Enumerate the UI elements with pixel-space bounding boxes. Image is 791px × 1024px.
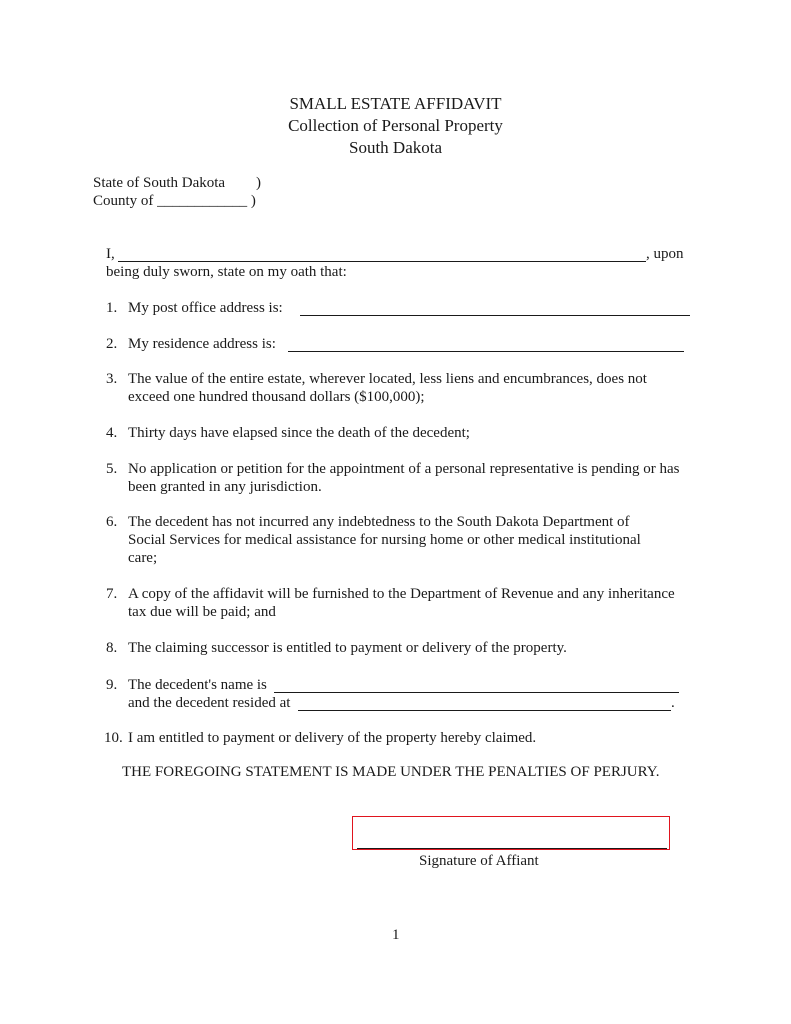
- affiant-name-field[interactable]: [118, 261, 646, 262]
- item-text: The decedent's name is: [128, 677, 267, 693]
- item-text: No application or petition for the appointment of a personal representative is pending or has: [128, 461, 680, 477]
- item-number: 3.: [106, 371, 118, 387]
- signature-field[interactable]: [352, 816, 670, 850]
- item-text: My post office address is:: [128, 300, 283, 316]
- item-text: My residence address is:: [128, 336, 276, 352]
- item-number: 1.: [106, 300, 118, 316]
- item-text: The claiming successor is entitled to payment or delivery of the property.: [128, 640, 567, 656]
- document-subtitle: Collection of Personal Property: [288, 116, 503, 135]
- decedent-name-field[interactable]: [274, 692, 679, 693]
- item-period: .: [671, 695, 675, 711]
- item-text: been granted in any jurisdiction.: [128, 479, 322, 495]
- intro-prefix: I,: [106, 246, 115, 262]
- item-number: 8.: [106, 640, 118, 656]
- item-text: The value of the entire estate, wherever located, less liens and encumbrances, does not: [128, 371, 647, 387]
- item-text: tax due will be paid; and: [128, 604, 276, 620]
- item-text: Social Services for medical assistance for nursing home or other medical institutional: [128, 532, 641, 548]
- item-number: 5.: [106, 461, 118, 477]
- item-number: 10.: [104, 730, 123, 746]
- document-state-heading: South Dakota: [348, 138, 443, 157]
- document-title: SMALL ESTATE AFFIDAVIT: [289, 94, 502, 113]
- item-text: and the decedent resided at: [128, 695, 291, 711]
- decedent-residence-field[interactable]: [298, 710, 671, 711]
- item-text: care;: [128, 550, 158, 566]
- venue-county: County of ____________ ): [93, 193, 256, 209]
- intro-oath: being duly sworn, state on my oath that:: [106, 264, 347, 280]
- item-number: 2.: [106, 336, 118, 352]
- page-number: 1: [392, 927, 400, 943]
- item-text: The decedent has not incurred any indebtedness to the South Dakota Department of: [128, 514, 630, 530]
- item-number: 7.: [106, 586, 118, 602]
- item-text: exceed one hundred thousand dollars ($100,000);: [128, 389, 425, 405]
- venue-state: State of South Dakota: [93, 175, 226, 191]
- item-text: I am entitled to payment or delivery of the property hereby claimed.: [128, 730, 537, 746]
- item-text: A copy of the affidavit will be furnished to the Department of Revenue and any inheritance: [128, 586, 675, 602]
- residence-address-field[interactable]: [288, 351, 684, 352]
- item-number: 9.: [106, 677, 118, 693]
- intro-suffix: , upon: [646, 246, 684, 262]
- signature-label: Signature of Affiant: [419, 853, 539, 869]
- post-office-address-field[interactable]: [300, 315, 690, 316]
- venue-state-paren: ): [256, 175, 261, 191]
- item-number: 4.: [106, 425, 118, 441]
- item-number: 6.: [106, 514, 118, 530]
- perjury-statement: THE FOREGOING STATEMENT IS MADE UNDER THE PENALTIES OF PERJURY.: [122, 764, 660, 780]
- item-text: Thirty days have elapsed since the death of the decedent;: [128, 425, 470, 441]
